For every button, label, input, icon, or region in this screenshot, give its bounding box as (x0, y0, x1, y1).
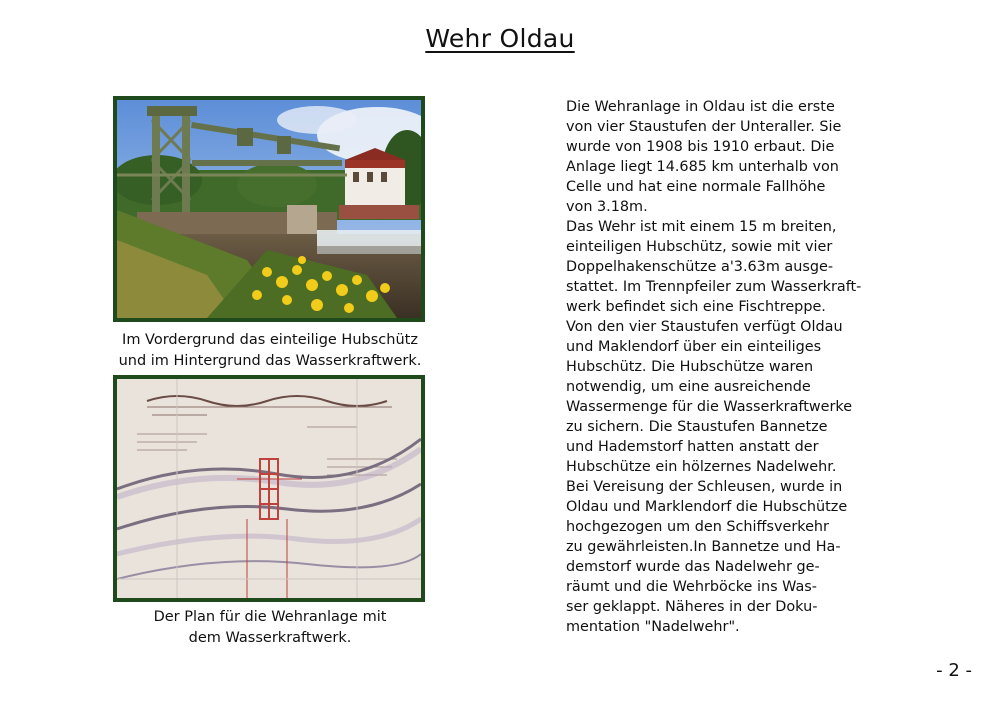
weir-photo-image (117, 100, 421, 318)
body-text-line: Hubschütz. Die Hubschütze waren (566, 359, 814, 375)
photo-caption (100, 330, 440, 372)
weir-plan-drawing (113, 375, 425, 602)
body-text-line: Doppelhakenschütze a'3.63m ausge- (566, 259, 834, 275)
body-text-line: Das Wehr ist mit einem 15 m breiten, (566, 219, 837, 235)
body-text-line: Bei Vereisung der Schleusen, wurde in (566, 479, 843, 495)
page-title: Wehr Oldau (425, 24, 575, 53)
body-text (566, 97, 886, 637)
body-text-line: einteiligen Hubschütz, sowie mit vier (566, 239, 833, 255)
body-text-line: und Maklendorf über ein einteiliges (566, 339, 822, 355)
body-text-line: Die Wehranlage in Oldau ist die erste (566, 99, 835, 115)
plan-caption (100, 607, 440, 649)
plan-caption-line: Der Plan für die Wehranlage mit (153, 609, 387, 625)
weir-plan-image (117, 379, 421, 598)
body-text-line: räumt und die Wehrböcke ins Was- (566, 579, 817, 595)
body-text-line: ser geklappt. Näheres in der Doku- (566, 599, 818, 615)
body-text-line: Von den vier Staustufen verfügt Oldau (566, 319, 843, 335)
body-text-line: mentation "Nadelwehr". (566, 619, 740, 635)
body-text-line: Celle und hat eine normale Fallhöhe (566, 179, 826, 195)
body-text-line: wurde von 1908 bis 1910 erbaut. Die (566, 139, 835, 155)
body-text-line: Wassermenge für die Wasserkraftwerke (566, 399, 853, 415)
page-number: - 2 - (936, 660, 972, 681)
photo-caption-line: und im Hintergrund das Wasserkraftwerk. (118, 353, 422, 369)
body-text-line: Hubschütze ein hölzernes Nadelwehr. (566, 459, 837, 475)
body-text-line: stattet. Im Trennpfeiler zum Wasserkraft- (566, 279, 862, 295)
body-text-line: zu sichern. Die Staustufen Bannetze (566, 419, 828, 435)
body-text-line: Oldau und Marklendorf die Hubschütze (566, 499, 848, 515)
body-text-line: von vier Staustufen der Unteraller. Sie (566, 119, 842, 135)
body-text-line: und Hademstorf hatten anstatt der (566, 439, 819, 455)
body-text-line: werk befindet sich eine Fischtreppe. (566, 299, 826, 315)
weir-photo (113, 96, 425, 322)
body-text-line: hochgezogen um den Schiffsverkehr (566, 519, 829, 535)
body-text-line: Anlage liegt 14.685 km unterhalb von (566, 159, 839, 175)
photo-caption-line: Im Vordergrund das einteilige Hubschütz (122, 332, 418, 348)
body-text-line: von 3.18m. (566, 199, 648, 215)
body-text-line: notwendig, um eine ausreichende (566, 379, 811, 395)
plan-caption-line: dem Wasserkraftwerk. (188, 630, 352, 646)
body-text-line: demstorf wurde das Nadelwehr ge- (566, 559, 820, 575)
body-text-line: zu gewährleisten.In Bannetze und Ha- (566, 539, 841, 555)
